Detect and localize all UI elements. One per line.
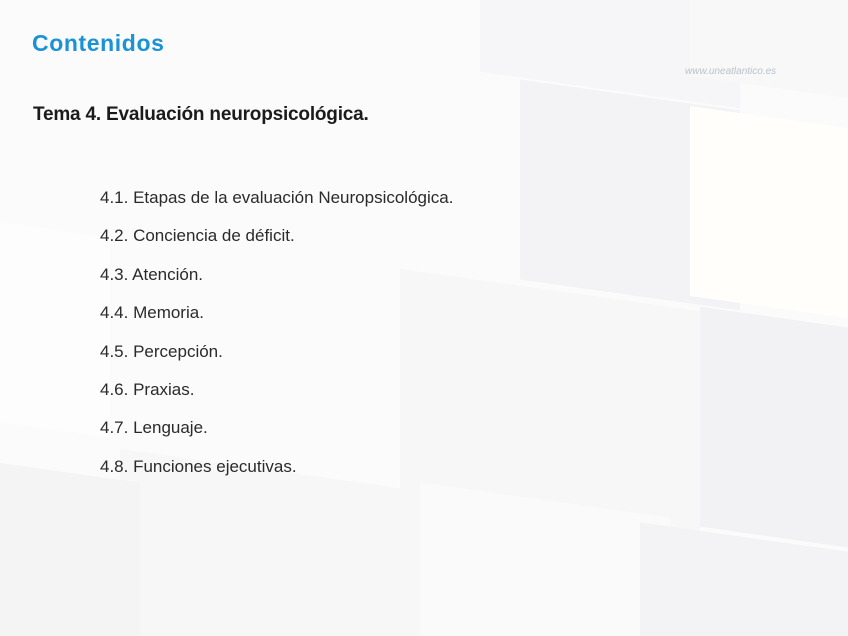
list-item: 4.7. Lenguaje. bbox=[100, 418, 208, 438]
section-title: Contenidos bbox=[32, 30, 165, 56]
topic-title: Tema 4. Evaluación neuropsicológica. bbox=[33, 104, 369, 125]
list-item: 4.3. Atención. bbox=[100, 264, 204, 284]
website-url: www.uneatlantico.es bbox=[685, 66, 777, 77]
list-item: 4.1. Etapas de la evaluación Neuropsicológica. bbox=[100, 188, 454, 207]
list-item: 4.2. Conciencia de déficit. bbox=[100, 226, 295, 246]
list-item: 4.8. Funciones ejecutivas. bbox=[100, 456, 297, 476]
list-item: 4.5. Percepción. bbox=[100, 341, 223, 361]
contents-list bbox=[100, 186, 453, 493]
list-item: 4.6. Praxias. bbox=[100, 379, 195, 399]
list-item: 4.4. Memoria. bbox=[100, 303, 204, 323]
